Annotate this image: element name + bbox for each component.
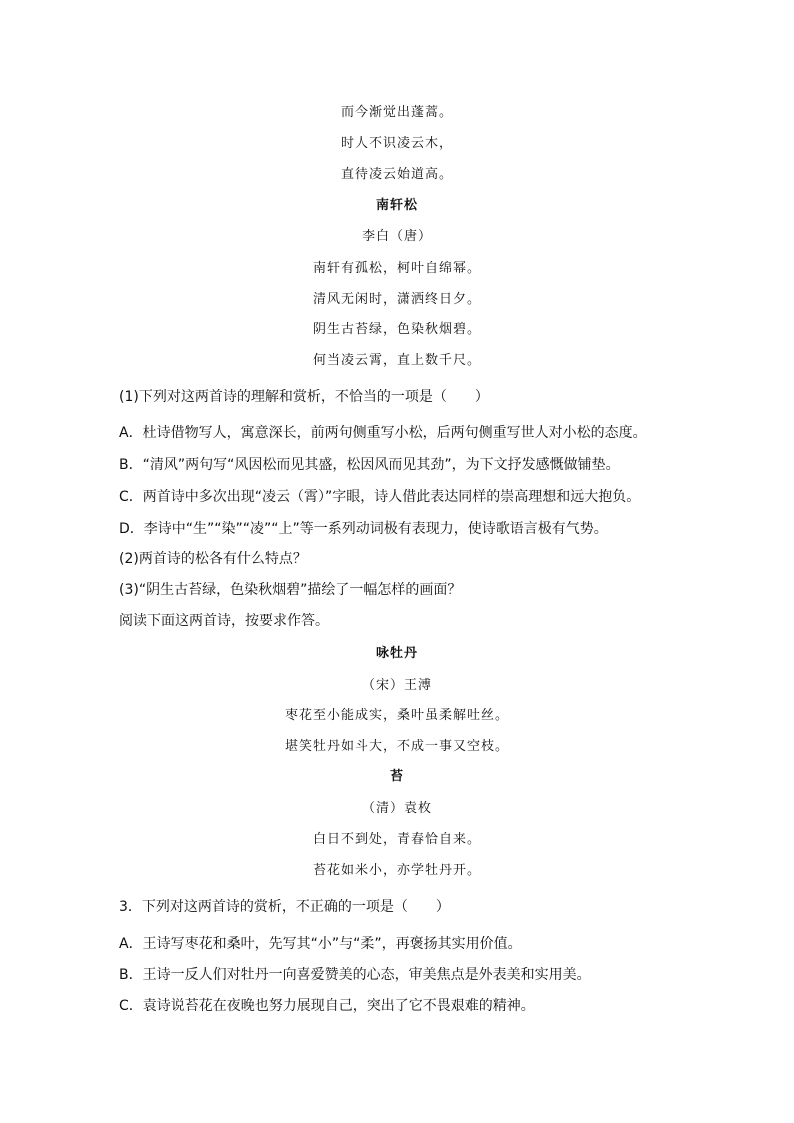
poem1-line-2: 时人不识凌云木， (340, 136, 453, 151)
poem2-author: 李白（唐） (361, 229, 432, 244)
question-3-option-c: C．袁诗说苔花在夜晚也努力展现自己，突出了它不畏艰难的精神。 (119, 998, 535, 1014)
poem3-line-2: 堪笑牡丹如斗大，不成一事又空枝。 (284, 739, 509, 754)
question-1-option-b: B．“清风”两句写“风因松而见其盛，松因风而见其劲”，为下文抒发感慨做铺垫。 (119, 457, 620, 473)
question-3: (3)“阴生古苔绿，色染秋烟碧”描绘了一幅怎样的画面？ (119, 582, 462, 598)
poem2-line-1: 南轩有孤松，柯叶自绵幂。 (312, 261, 481, 276)
poem2-title: 南轩松 (375, 198, 418, 213)
poem2-line-3: 阴生古苔绿，色染秋烟碧。 (312, 322, 481, 337)
question-3-option-b: B．王诗一反人们对牡丹一向喜爱赞美的心态，审美焦点是外表美和实用美。 (119, 967, 591, 983)
question-1-option-a: A．杜诗借物写人，寓意深长，前两句侧重写小松，后两句侧重写世人对小松的态度。 (119, 425, 647, 441)
question-2: (2)两首诗的松各有什么特点？ (119, 551, 307, 567)
poem2-line-2: 清风无闲时，潇洒终日夕。 (312, 292, 481, 307)
question-1-option-c: C．两首诗中多次出现“凌云（霄）”字眼，诗人借此表达同样的崇高理想和远大抱负。 (119, 489, 641, 505)
question-1-option-d: D．李诗中“生”“染”“凌”“上”等一系列动词极有表现力，使诗歌语言极有气势。 (119, 521, 608, 537)
poem1-line-1: 而今渐觉出蓬蒿。 (340, 105, 453, 120)
poem4-author: （清）袁枚 (361, 801, 432, 816)
question-3-stem: 3．下列对这两首诗的赏析，不正确的一项是（ ） (119, 899, 450, 915)
poem3-title: 咏牡丹 (375, 646, 418, 661)
question-1-stem: (1)下列对这两首诗的理解和赏析，不恰当的一项是（ ） (119, 389, 489, 405)
poem4-line-1: 白日不到处，青春恰自来。 (312, 832, 481, 847)
poem1-line-3: 直待凌云始道高。 (340, 167, 453, 182)
poem4-title: 苔 (389, 769, 404, 784)
reading-instruction: 阅读下面这两首诗，按要求作答。 (119, 613, 329, 629)
question-3-option-a: A．王诗写枣花和桑叶，先写其“小”与“柔”，再褒扬其实用价值。 (119, 936, 522, 952)
poem4-line-2: 苔花如米小，亦学牡丹开。 (312, 863, 481, 878)
poem3-author: （宋）王溥 (361, 678, 432, 693)
poem2-line-4: 何当凌云霄，直上数千尺。 (312, 353, 481, 368)
poem3-line-1: 枣花至小能成实，桑叶虽柔解吐丝。 (284, 708, 509, 723)
